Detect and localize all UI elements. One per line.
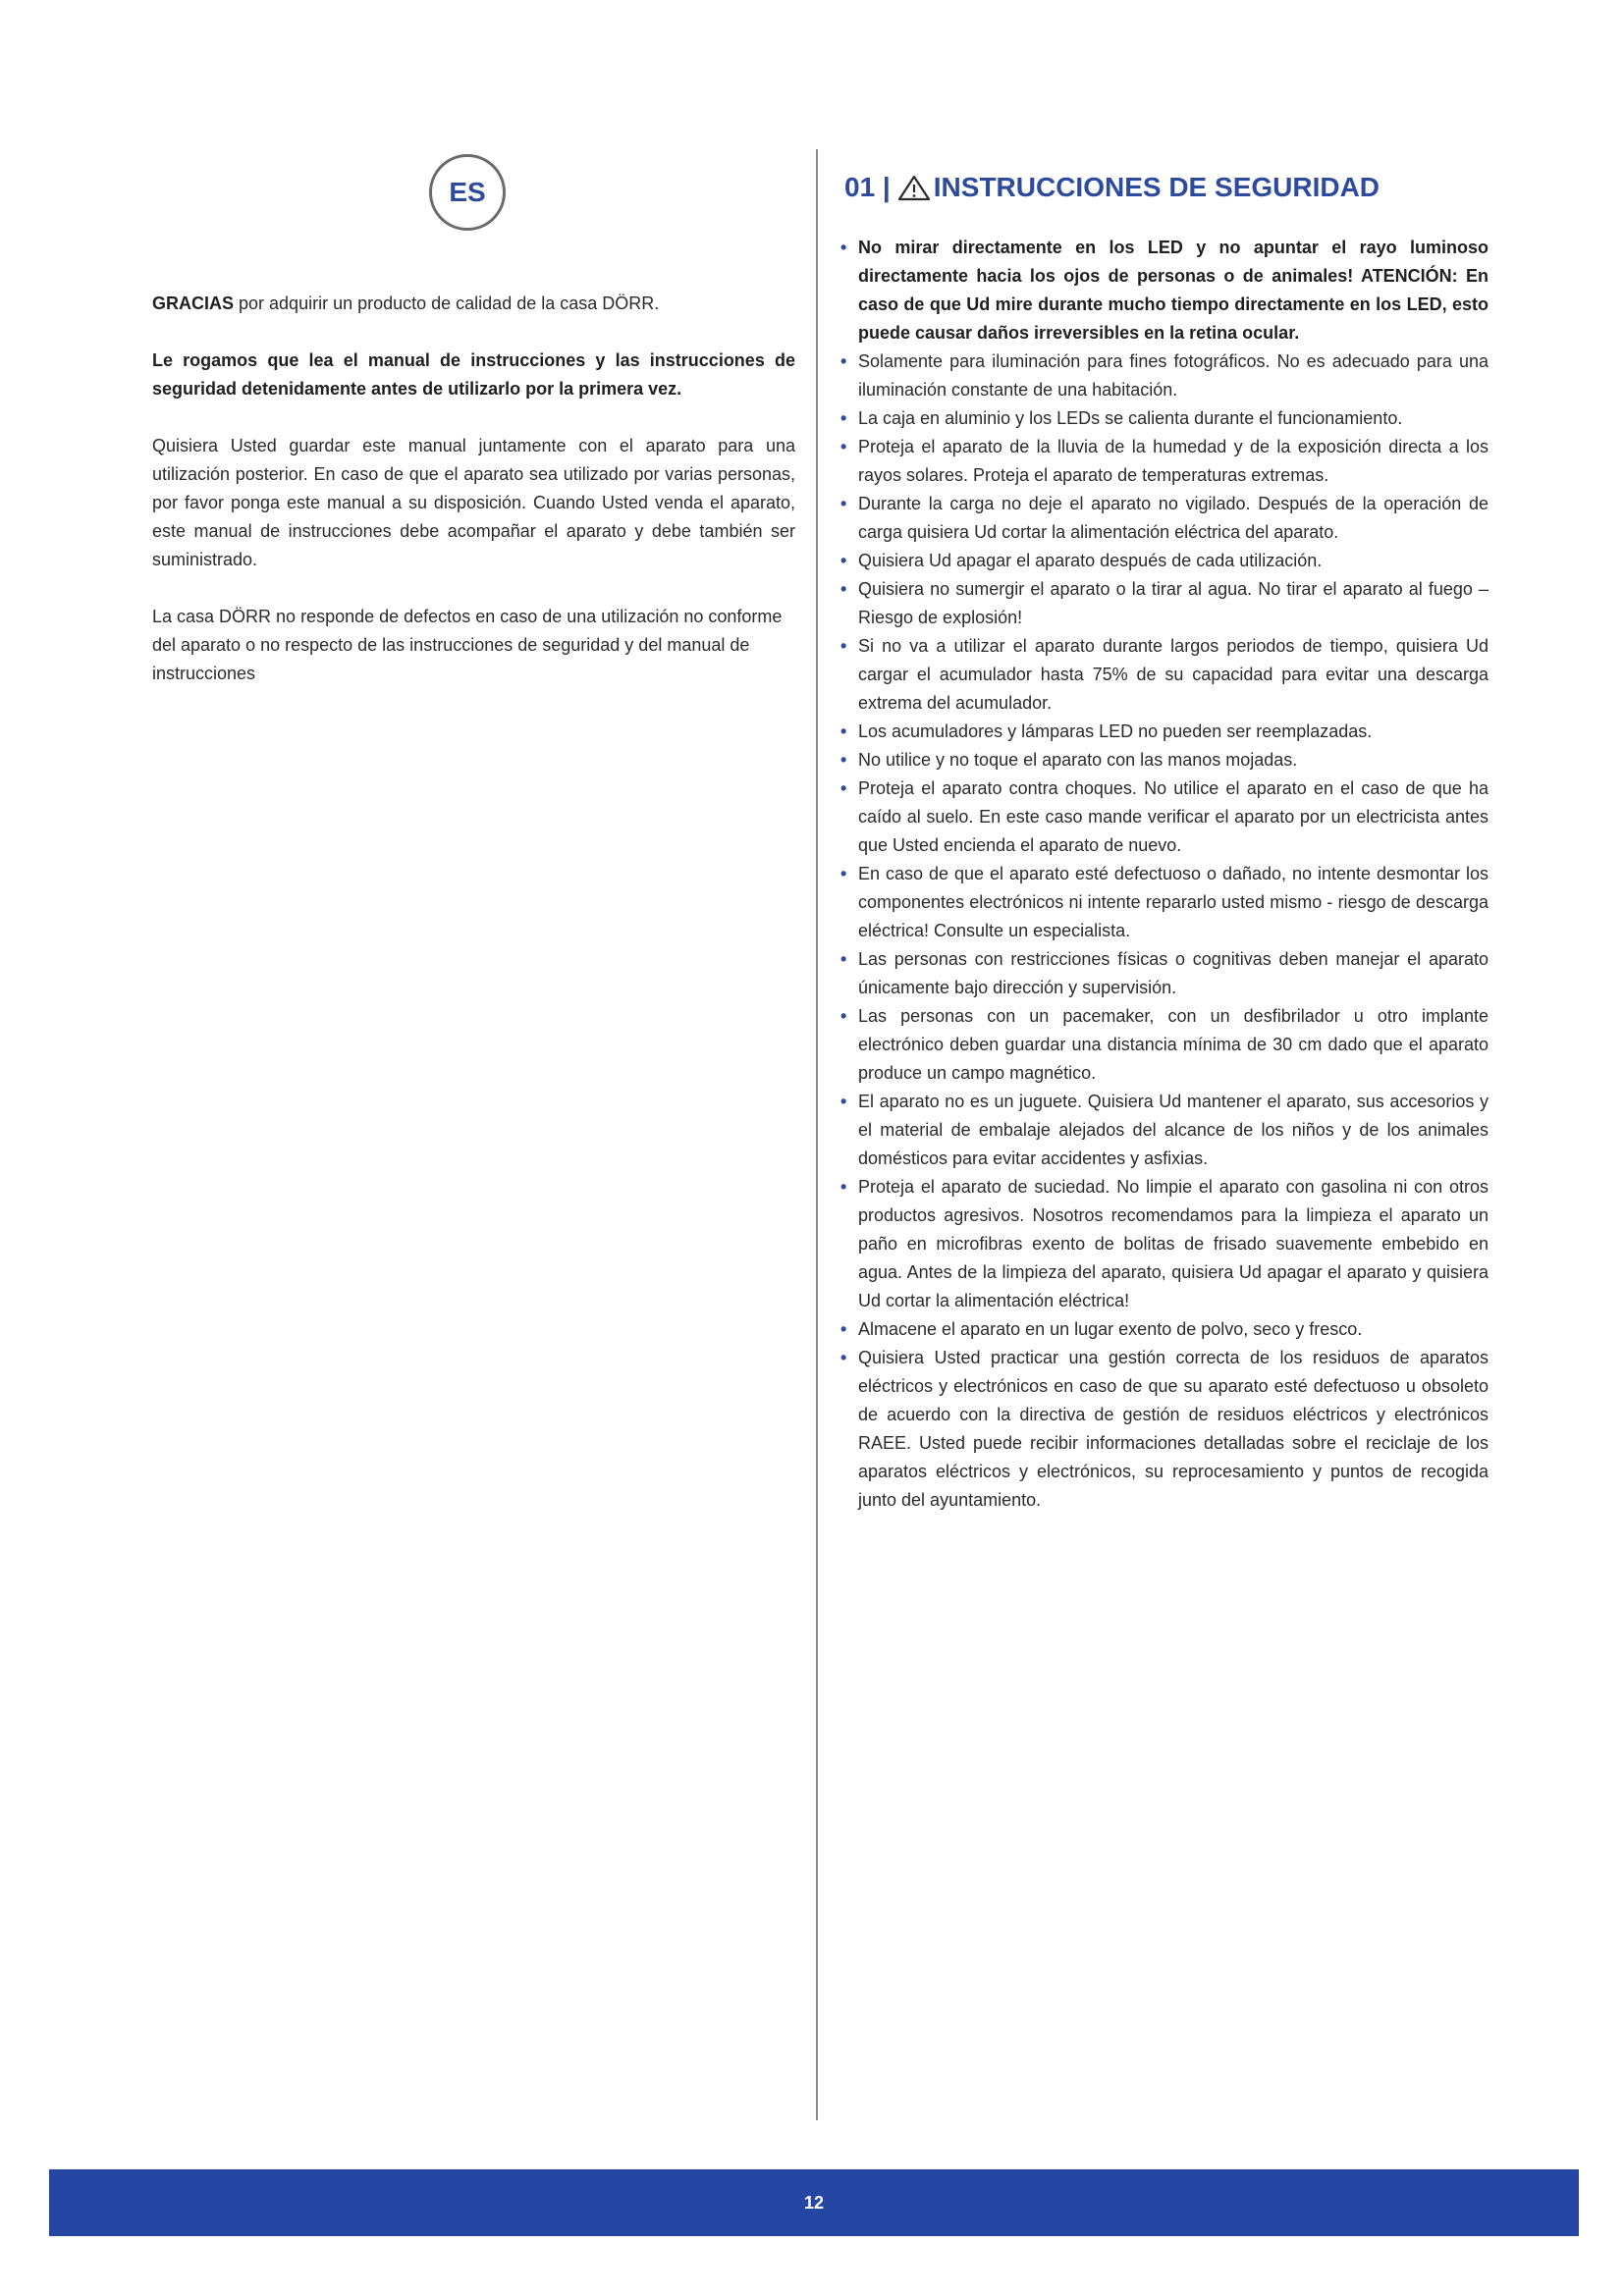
- bullet-icon: •: [840, 1177, 847, 1197]
- safety-item-text: En caso de que el aparato esté defectuoso o dañado, no intente desmontar los componentes electrónicos ni intente repararlo usted mismo - riesgo de descarga eléctrica! Consulte un especialista.: [858, 864, 1489, 940]
- section-heading: INSTRUCCIONES DE SEGURIDAD: [933, 172, 1380, 202]
- bullet-icon: •: [840, 636, 847, 656]
- thanks-text: por adquirir un producto de calidad de la casa DÖRR.: [234, 294, 660, 313]
- language-code: ES: [449, 177, 486, 207]
- safety-item-text: La caja en aluminio y los LEDs se calienta durante el funcionamiento.: [858, 408, 1403, 428]
- safety-item-text: Proteja el aparato de la lluvia de la humedad y de la exposición directa a los rayos solares. Proteja el aparato de temperaturas extremas.: [858, 437, 1489, 485]
- safety-item: [840, 860, 1489, 945]
- safety-item-text: Quisiera no sumergir el aparato o la tirar al agua. No tirar el aparato al fuego – Riesgo de explosión!: [858, 579, 1489, 627]
- safety-item: [840, 234, 1489, 347]
- safety-item: [840, 1088, 1489, 1173]
- intro-column: [152, 290, 795, 717]
- language-badge: [429, 154, 506, 231]
- section-title: [844, 172, 1380, 203]
- bullet-icon: •: [840, 437, 847, 456]
- liability-paragraph: La casa DÖRR no responde de defectos en caso de una utilización no conforme del aparato o no respecto de las instrucciones de seguridad y del manual de instrucciones: [152, 607, 783, 683]
- safety-item-text: Solamente para iluminación para fines fotográficos. No es adecuado para una iluminación constante de una habitación.: [858, 351, 1489, 400]
- bullet-icon: •: [840, 1319, 847, 1339]
- bullet-icon: •: [840, 351, 847, 371]
- bullet-icon: •: [840, 750, 847, 770]
- safety-item: [840, 1315, 1489, 1344]
- footer-bar: [49, 2169, 1579, 2236]
- safety-item: [840, 404, 1489, 433]
- bullet-icon: •: [840, 721, 847, 741]
- safety-item: [840, 433, 1489, 490]
- safety-item: [840, 490, 1489, 547]
- safety-item: [840, 575, 1489, 632]
- safety-item: [840, 945, 1489, 1002]
- safety-item: [840, 632, 1489, 718]
- safety-item-text: Si no va a utilizar el aparato durante largos periodos de tiempo, quisiera Ud cargar el acumulador hasta 75% de su capacidad para evitar una descarga extrema del acumulador.: [858, 636, 1489, 713]
- safety-item: [840, 347, 1489, 404]
- safety-item: [840, 547, 1489, 575]
- safety-item: [840, 718, 1489, 746]
- bullet-icon: •: [840, 864, 847, 883]
- safety-item-text: Los acumuladores y lámparas LED no pueden ser reemplazadas.: [858, 721, 1373, 741]
- bullet-icon: •: [840, 949, 847, 969]
- thanks-paragraph: [152, 290, 795, 318]
- safety-item-text: Proteja el aparato de suciedad. No limpie el aparato con gasolina ni con otros productos agresivos. Nosotros recomendamos para la limpieza el aparato un paño en microfibras exento de bolitas de frisado suavemente embebido en agua. Antes de la limpieza del aparato, quisiera Ud apagar el aparato y quisiera Ud cortar la alimentación eléctrica!: [858, 1177, 1489, 1310]
- bullet-icon: •: [840, 408, 847, 428]
- page-number: 12: [803, 2192, 825, 2213]
- bullet-icon: •: [840, 579, 847, 599]
- safety-item-text: No mirar directamente en los LED y no apuntar el rayo luminoso directamente hacia los ojos de personas o de animales! ATENCIÓN: En caso de que Ud mire durante mucho tiempo directamente en los LED, esto puede causar daños irreversibles en la retina ocular.: [858, 238, 1489, 343]
- warning-triangle-icon: [896, 174, 932, 201]
- safety-item: [840, 1002, 1489, 1088]
- keep-manual-paragraph: Quisiera Usted guardar este manual juntamente con el aparato para una utilización posterior. En caso de que el aparato sea utilizado por varias personas, por favor ponga este manual a su disposición. Cuando Usted venda el aparato, este manual de instrucciones debe acompañar el aparato y debe también ser suministrado.: [152, 436, 795, 569]
- safety-item-text: Las personas con restricciones físicas o cognitivas deben manejar el aparato únicamente bajo dirección y supervisión.: [858, 949, 1489, 997]
- bullet-icon: •: [840, 778, 847, 798]
- column-divider: [816, 149, 818, 2120]
- safety-item-text: Quisiera Ud apagar el aparato después de cada utilización.: [858, 551, 1323, 570]
- bullet-icon: •: [840, 1092, 847, 1111]
- safety-item: [840, 746, 1489, 774]
- safety-list: [840, 234, 1489, 1515]
- safety-column: [840, 234, 1489, 1515]
- safety-item-text: El aparato no es un juguete. Quisiera Ud mantener el aparato, sus accesorios y el material de embalaje alejados del alcance de los niños y de los animales domésticos para evitar accidentes y asfixias.: [858, 1092, 1489, 1168]
- bullet-icon: •: [840, 494, 847, 513]
- safety-item-text: Las personas con un pacemaker, con un desfibrilador u otro implante electrónico deben guardar una distancia mínima de 30 cm dado que el aparato produce un campo magnético.: [858, 1006, 1489, 1083]
- bullet-icon: •: [840, 238, 847, 257]
- safety-item-text: Proteja el aparato contra choques. No utilice el aparato en el caso de que ha caído al suelo. En este caso mande verificar el aparato por un electricista antes que Usted encienda el aparato de nuevo.: [858, 778, 1489, 855]
- safety-item: [840, 1173, 1489, 1315]
- safety-item-text: Durante la carga no deje el aparato no vigilado. Después de la operación de carga quisiera Ud cortar la alimentación eléctrica del aparato.: [858, 494, 1489, 542]
- safety-item-text: Almacene el aparato en un lugar exento de polvo, seco y fresco.: [858, 1319, 1363, 1339]
- safety-item-text: No utilice y no toque el aparato con las manos mojadas.: [858, 750, 1298, 770]
- safety-item: [840, 774, 1489, 860]
- bullet-icon: •: [840, 1006, 847, 1026]
- bullet-icon: •: [840, 551, 847, 570]
- bullet-icon: •: [840, 1348, 847, 1367]
- section-number: 01 |: [844, 172, 891, 202]
- read-manual-paragraph: Le rogamos que lea el manual de instrucciones y las instrucciones de seguridad detenidamente antes de utilizarlo por la primera vez.: [152, 350, 795, 399]
- thanks-bold: GRACIAS: [152, 294, 235, 313]
- safety-item: [840, 1344, 1489, 1515]
- safety-item-text: Quisiera Usted practicar una gestión correcta de los residuos de aparatos eléctricos y electrónicos en caso de que su aparato esté defectuoso u obsoleto de acuerdo con la directiva de gestión de residuos eléctricos y electrónicos RAEE. Usted puede recibir informaciones detalladas sobre el reciclaje de los aparatos eléctricos y electrónicos, su reprocesamiento y puntos de recogida junto del ayuntamiento.: [858, 1348, 1489, 1510]
